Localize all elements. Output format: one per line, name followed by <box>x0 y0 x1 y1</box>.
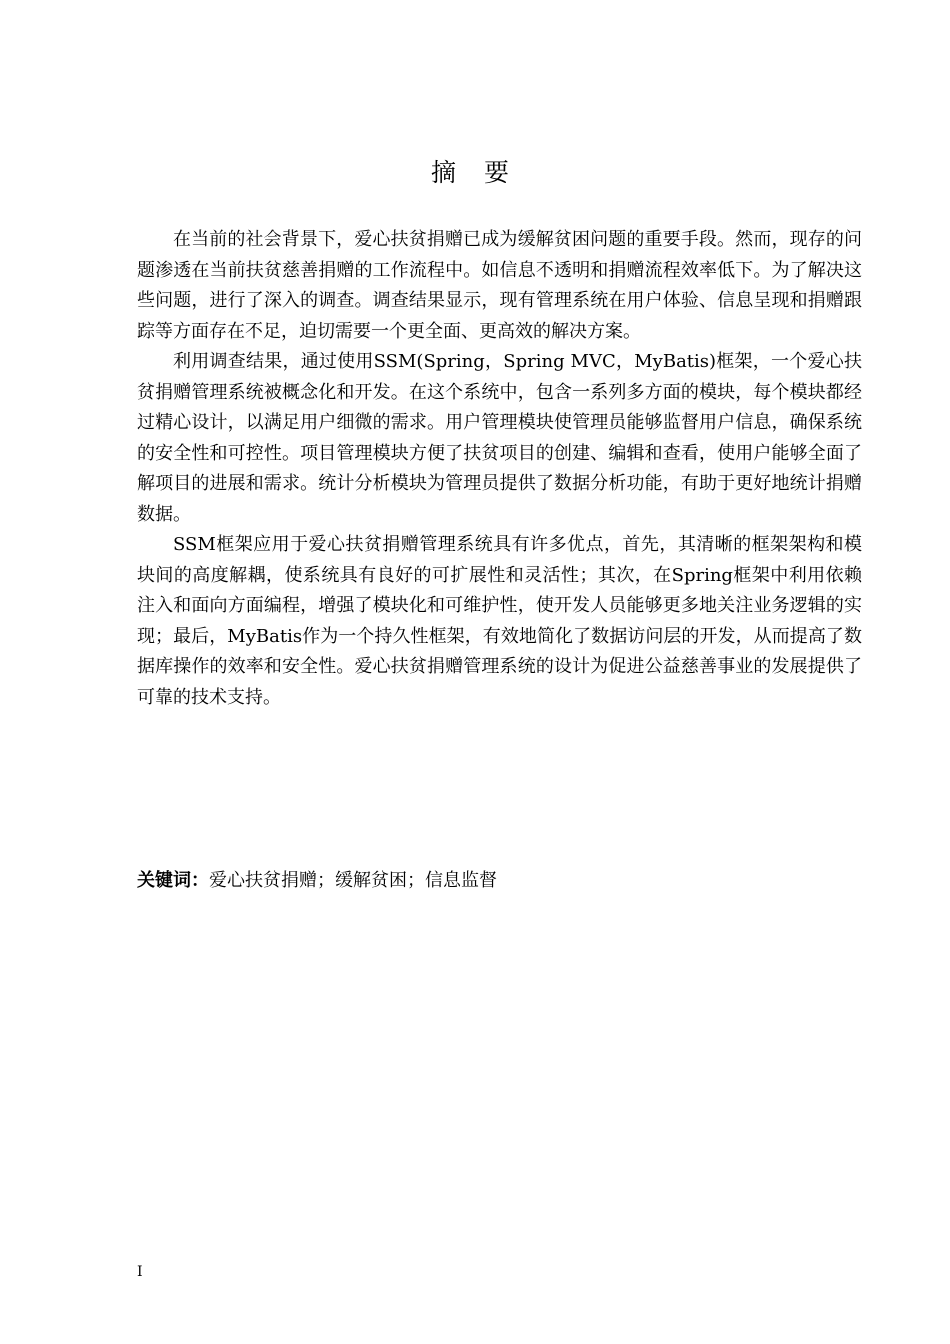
abstract-paragraph-1: 在当前的社会背景下，爱心扶贫捐赠已成为缓解贫困问题的重要手段。然而，现存的问题渗透在当前扶贫慈善捐赠的工作流程中。如信息不透明和捐赠流程效率低下。为了解决这些问题，进行了深入的调查。调查结果显示，现有管理系统在用户体验、信息呈现和捐赠跟踪等方面存在不足，迫切需要一个更全面、更高效的解决方案。 <box>137 229 862 342</box>
abstract-body <box>137 225 862 713</box>
abstract-paragraph-2: 利用调查结果，通过使用SSM(Spring，Spring MVC，MyBatis)框架，一个爱心扶贫捐赠管理系统被概念化和开发。在这个系统中，包含一系列多方面的模块，每个模块都经过精心设计，以满足用户细微的需求。用户管理模块使管理员能够监督用户信息，确保系统的安全性和可控性。项目管理模块方便了扶贫项目的创建、编辑和查看，使用户能够全面了解项目的进展和需求。统计分析模块为管理员提供了数据分析功能，有助于更好地统计捐赠数据。 <box>137 351 862 525</box>
abstract-paragraph-3: SSM框架应用于爱心扶贫捐赠管理系统具有许多优点，首先，其清晰的框架架构和模块间的高度解耦，使系统具有良好的可扩展性和灵活性；其次，在Spring框架中利用依赖注入和面向方面编程，增强了模块化和可维护性，使开发人员能够更多地关注业务逻辑的实现；最后，MyBatis作为一个持久性框架，有效地简化了数据访问层的开发，从而提高了数据库操作的效率和安全性。爱心扶贫捐赠管理系统的设计为促进公益慈善事业的发展提供了可靠的技术支持。 <box>137 534 862 708</box>
keywords-label: 关键词： <box>137 870 209 891</box>
page-number: I <box>137 1264 143 1280</box>
keywords-line <box>137 866 862 896</box>
keywords-text: 爱心扶贫捐赠；缓解贫困；信息监督 <box>209 870 497 891</box>
abstract-title: 摘 要 <box>431 158 519 187</box>
